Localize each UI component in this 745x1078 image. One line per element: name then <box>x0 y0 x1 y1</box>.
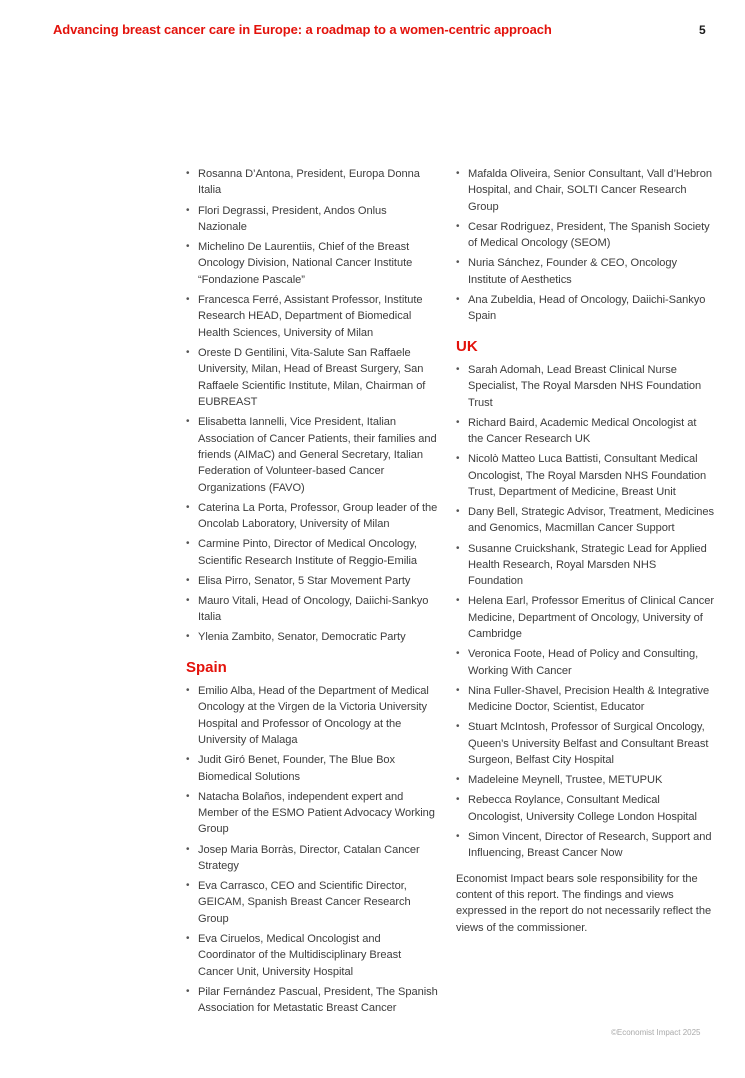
disclaimer-text: Economist Impact bears sole responsibility for the content of this report. The findings and views expressed in the report do not necessarily reflect the views of the commissioner. <box>456 872 712 934</box>
contributor-entry-text: Stuart McIntosh, Professor of Surgical Oncology, Queen’s University Belfast and Consultant Breast Surgeon, Belfast City Hospital <box>468 721 709 767</box>
bullet-icon: • <box>186 293 190 305</box>
contributor-entry-text: Elisabetta Iannelli, Vice President, Italian Association of Cancer Patients, their families and friends (AIMaC) and General Secretary, Italian Federation of Volunteer-based Cancer Organizations (FAVO) <box>198 416 437 494</box>
section-heading-uk: UK <box>456 337 478 355</box>
bullet-icon: • <box>456 293 460 305</box>
bullet-icon: • <box>456 721 460 733</box>
contributor-entry-text: Flori Degrassi, President, Andos Onlus Nazionale <box>198 204 387 233</box>
bullet-icon: • <box>456 453 460 465</box>
bullet-icon: • <box>186 985 190 997</box>
contributor-entry-text: Susanne Cruickshank, Strategic Lead for Applied Health Research, Royal Marsden NHS Foundation <box>468 542 707 588</box>
contributor-entry-text: Nina Fuller-Shavel, Precision Health & Integrative Medicine Doctor, Scientist, Educator <box>468 684 710 714</box>
contributor-entry-text: Natacha Bolaños, independent expert and Member of the ESMO Patient Advocacy Working Group <box>198 790 435 836</box>
contributor-list-item <box>186 789 438 838</box>
contributor-entry-text: Oreste D Gentilini, Vita-Salute San Raffaele University, Milan, Head of Breast Surgery, San Raffaele Scientific Institute, Milan, Chairman of EUBREAST <box>198 346 426 409</box>
contributor-entry-text: Eva Carrasco, CEO and Scientific Director, GEICAM, Spanish Breast Cancer Research Group <box>198 880 411 925</box>
contributor-list-item <box>456 166 714 215</box>
contributor-entry-text: Madeleine Meynell, Trustee, METUPUK <box>468 774 663 787</box>
bullet-icon: • <box>456 774 460 786</box>
contributor-list-item <box>456 415 714 448</box>
contributor-entry-text: Ylenia Zambito, Senator, Democratic Party <box>198 631 406 644</box>
bullet-icon: • <box>456 684 460 696</box>
contributor-list-item <box>456 219 714 252</box>
contributor-entry-text: Caterina La Porta, Professor, Group leader of the Oncolab Laboratory, University of Milan <box>198 501 438 531</box>
uk-contributor-list <box>456 362 714 862</box>
contributor-list-item <box>456 792 714 825</box>
bullet-icon: • <box>186 346 190 358</box>
bullet-icon: • <box>186 501 190 513</box>
contributor-entry-text: Veronica Foote, Head of Policy and Consulting, Working With Cancer <box>468 648 699 677</box>
contributor-entry-text: Nicolò Matteo Luca Battisti, Consultant Medical Oncologist, The Royal Marsden NHS Foundation Trust, Department of Medicine, Breast Unit <box>468 453 707 498</box>
bullet-icon: • <box>186 684 190 696</box>
bullet-icon: • <box>456 363 460 375</box>
contributor-entry-text: Sarah Adomah, Lead Breast Clinical Nurse Specialist, The Royal Marsden NHS Foundation Trust <box>468 363 702 409</box>
bullet-icon: • <box>186 168 190 179</box>
contributor-entry-text: Carmine Pinto, Director of Medical Oncology, Scientific Research Institute of Reggio-Emilia <box>198 538 418 567</box>
contributor-list-item <box>186 573 438 589</box>
bullet-icon: • <box>186 538 190 550</box>
contributor-entry-text: Cesar Rodriguez, President, The Spanish Society of Medical Oncology (SEOM) <box>468 220 710 250</box>
bullet-icon: • <box>456 595 460 607</box>
footer-copyright: ©Economist Impact 2025 <box>611 1028 701 1037</box>
contributor-list-item <box>186 414 438 496</box>
contributor-list-item <box>186 931 438 980</box>
contributor-entry-text: Josep Maria Borràs, Director, Catalan Cancer Strategy <box>198 843 420 872</box>
contributor-list-item <box>456 255 714 288</box>
contributor-list-item <box>186 166 438 199</box>
contributor-list-item <box>186 842 438 875</box>
contributor-list-item <box>456 362 714 411</box>
contributor-entry-text: Mauro Vitali, Head of Oncology, Daiichi-Sankyo Italia <box>198 594 429 624</box>
contributor-list-item <box>456 719 714 768</box>
spain-contributor-list <box>186 683 438 1017</box>
bullet-icon: • <box>186 594 190 606</box>
contributor-list-item <box>186 593 438 626</box>
bullet-icon: • <box>186 880 190 892</box>
bullet-icon: • <box>456 257 460 269</box>
bullet-icon: • <box>186 416 190 428</box>
italy-contributor-list <box>186 166 438 646</box>
contributor-list-item <box>186 984 438 1017</box>
bullet-icon: • <box>456 830 460 842</box>
contributor-entry-text: Pilar Fernández Pascual, President, The Spanish Association for Metastatic Breast Cancer <box>198 985 438 1015</box>
contributor-list-item <box>456 646 714 679</box>
bullet-icon: • <box>456 416 460 428</box>
contributor-entry-text: Francesca Ferré, Assistant Professor, Institute Research HEAD, Department of Biomedical Health Sciences, University of Milan <box>198 293 423 339</box>
bullet-icon: • <box>186 631 190 643</box>
spain-contributor-list-continued <box>456 166 714 325</box>
contributor-entry-text: Michelino De Laurentiis, Chief of the Breast Oncology Division, National Cancer Institute “Fondazione Pascale” <box>198 241 413 286</box>
contributor-list-item <box>456 683 714 716</box>
contributor-list-item <box>186 629 438 645</box>
contributor-list-item <box>186 500 438 533</box>
contributor-list-item <box>456 451 714 500</box>
contributor-list-item <box>456 593 714 642</box>
bullet-icon: • <box>456 794 460 806</box>
contributor-entry-text: Helena Earl, Professor Emeritus of Clinical Cancer Medicine, Department of Oncology, University of Cambridge <box>468 595 714 641</box>
contributor-list-item <box>456 292 714 325</box>
page-number: 5 <box>699 23 706 37</box>
contributor-entry-text: Rebecca Roylance, Consultant Medical Oncologist, University College London Hospital <box>468 794 697 823</box>
contributor-list-item <box>186 683 438 749</box>
contributor-list-item <box>456 772 714 788</box>
section-heading-spain: Spain <box>186 658 227 676</box>
contributor-list-item <box>186 345 438 411</box>
right-column <box>456 166 714 936</box>
contributor-entry-text: Simon Vincent, Director of Research, Support and Influencing, Breast Cancer Now <box>468 830 712 860</box>
contributor-list-item <box>186 752 438 785</box>
bullet-icon: • <box>186 241 190 252</box>
contributor-list-item <box>186 878 438 927</box>
contributor-list-item <box>186 239 438 288</box>
bullet-icon: • <box>456 506 460 518</box>
bullet-icon: • <box>186 574 190 586</box>
contributor-entry-text: Elisa Pirro, Senator, 5 Star Movement Party <box>198 574 411 587</box>
contributor-entry-text: Mafalda Oliveira, Senior Consultant, Vall d’Hebron Hospital, and Chair, SOLTI Cancer Research Group <box>468 168 712 213</box>
contributor-entry-text: Rosanna D’Antona, President, Europa Donna Italia <box>198 168 420 197</box>
contributor-list-item <box>186 536 438 569</box>
contributor-list-item <box>456 504 714 537</box>
contributor-entry-text: Emilio Alba, Head of the Department of Medical Oncology at the Virgen de la Victoria University Hospital and Professor of Oncology at the University of Malaga <box>198 684 429 747</box>
contributor-list-item <box>456 541 714 590</box>
bullet-icon: • <box>456 220 460 232</box>
contributor-list-item <box>186 203 438 236</box>
contributor-list-item <box>456 829 714 862</box>
contributor-list-item <box>186 292 438 341</box>
left-column <box>186 166 438 1020</box>
bullet-icon: • <box>186 843 190 855</box>
contributor-entry-text: Dany Bell, Strategic Advisor, Treatment, Medicines and Genomics, Macmillan Cancer Support <box>468 506 714 535</box>
bullet-icon: • <box>186 754 190 766</box>
bullet-icon: • <box>456 648 460 660</box>
contributor-entry-text: Eva Ciruelos, Medical Oncologist and Coordinator of the Multidisciplinary Breast Cancer Unit, University Hospital <box>198 932 402 978</box>
contributor-entry-text: Ana Zubeldia, Head of Oncology, Daiichi-Sankyo Spain <box>468 293 706 323</box>
bullet-icon: • <box>186 932 190 944</box>
contributor-entry-text: Richard Baird, Academic Medical Oncologist at the Cancer Research UK <box>468 416 697 446</box>
report-title: Advancing breast cancer care in Europe: a roadmap to a women-centric approach <box>53 22 552 37</box>
bullet-icon: • <box>186 204 190 216</box>
bullet-icon: • <box>456 168 460 179</box>
bullet-icon: • <box>186 790 190 802</box>
contributor-entry-text: Judit Giró Benet, Founder, The Blue Box Biomedical Solutions <box>198 754 396 783</box>
bullet-icon: • <box>456 542 460 554</box>
contributor-entry-text: Nuria Sánchez, Founder & CEO, Oncology Institute of Aesthetics <box>468 257 677 286</box>
